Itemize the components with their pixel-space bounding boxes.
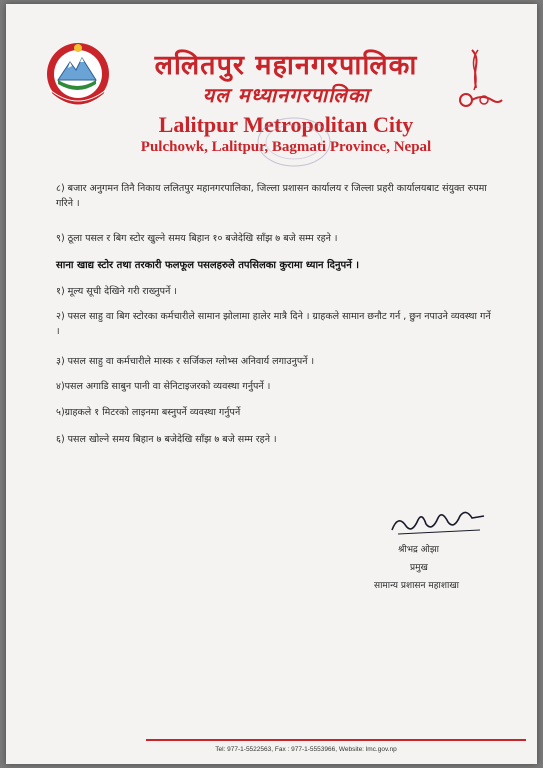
sub-item-6: ६) पसल खोल्ने समय बिहान ७ बजेदेखि साँझ ७ बजे सम्म रहने ।: [56, 434, 277, 445]
letterhead-page: [6, 4, 537, 764]
nepal-government-emblem-icon: [44, 40, 112, 108]
section-heading: साना खाद्य स्टोर तथा तरकारी फलफूल पसलहरुले तपसिलका कुरामा ध्यान दिनुपर्ने ।: [56, 260, 360, 271]
title-english: Lalitpur Metropolitan City: [158, 112, 414, 137]
sub-item-1: १) मूल्य सूची देखिने गरी राख्नुपर्ने ।: [56, 286, 177, 297]
item-8: ८) बजार अनुगमन तिनै निकाय ललितपुर महानगरपालिका, जिल्ला प्रशासन कार्यालय र जिल्ला प्रहरी कार्यालयबाट संयुक्त रुपमा गरिने ।: [56, 183, 487, 209]
office-stamp-icon: [254, 114, 334, 170]
signatory-name: श्रीभद्र ओझा: [398, 545, 440, 555]
lalitpur-city-logo-icon: [452, 48, 504, 114]
sub-item-2: २) पसल साहु वा बिग स्टोरका कर्मचारीले सामान झोलामा हालेर मात्रै दिने । ग्राहकले सामान छनौट गर्न , छुन नपाउने व्यवस्था गर्ने ।: [56, 311, 491, 337]
address: Pulchowk, Lalitpur, Bagmati Province, Nepal: [140, 139, 432, 155]
signatory-department: सामान्य प्रशासन महाशाखा: [374, 581, 460, 591]
sub-item-5: ५)ग्राहकले १ मिटरको लाइनमा बस्नुपर्ने व्यवस्था गर्नुपर्ने: [56, 407, 241, 418]
sub-item-3: ३) पसल साहु वा कर्मचारीले मास्क र सर्जिकल ग्लोभ्स अनिवार्य लगाउनुपर्ने ।: [56, 356, 315, 367]
title-newari: यल मध्यानगरपालिका: [202, 83, 370, 107]
item-9: ९) ठूला पसल र बिग स्टोर खुल्ने समय बिहान १० बजेदेखि साँझ ७ बजे सम्म रहने ।: [56, 233, 338, 244]
sub-item-4: ४)पसल अगाडि साबुन पानी वा सेनिटाइजरको व्यवस्था गर्नुपर्ने ।: [56, 381, 271, 392]
signatory-title: प्रमुख: [410, 563, 428, 573]
title-nepali: ललितपुर महानगरपालिका: [154, 50, 418, 81]
signature-scribble: [388, 504, 488, 538]
footer-contact: Tel: 977-1-5522563, Fax : 977-1-5553966, Website: lmc.gov.np: [215, 746, 397, 753]
footer-divider: [146, 739, 526, 741]
